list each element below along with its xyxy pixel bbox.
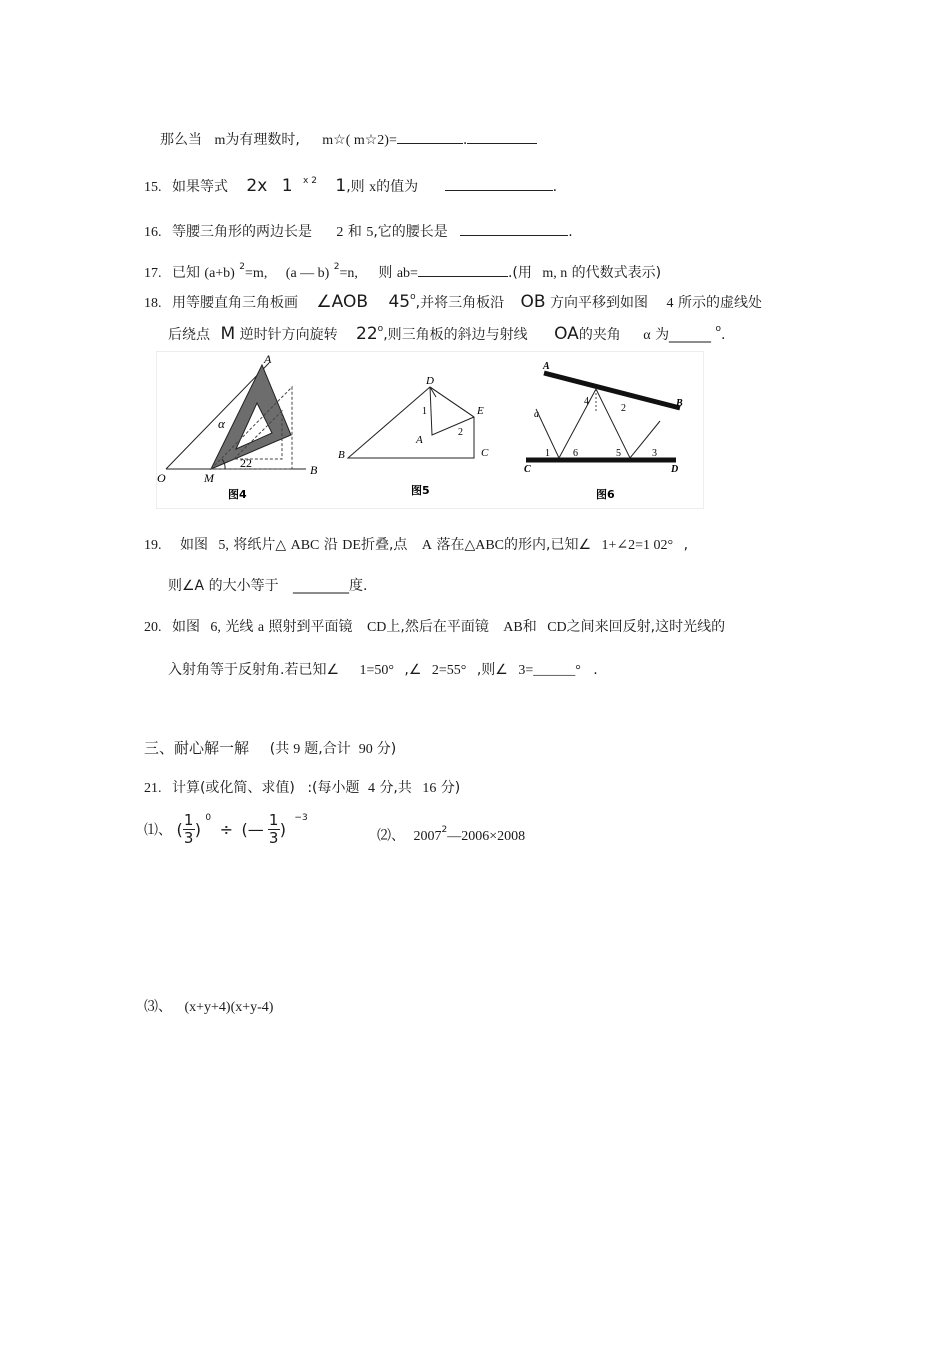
q18-text-g: ,则三角板的斜边与射线 [383, 327, 528, 343]
q21-part-1 [144, 812, 308, 847]
q21-p2-label: ⑵、 [377, 829, 405, 844]
q20-text-g: 入射角等于反射角.若已知∠ [168, 662, 340, 678]
q21-number: 21. [144, 781, 162, 796]
section-3-total: 90 [358, 742, 373, 757]
q19-text-b: 将纸片△ [233, 537, 287, 553]
q21-p1-frac-2-num: 1 [268, 811, 279, 829]
q16-text-a: 等腰三角形的两边长是 [171, 224, 312, 240]
fig6-label-d: D [671, 464, 679, 475]
q16-text-b: 和 [347, 224, 362, 240]
question-21-header [144, 777, 460, 797]
q20-a: a [257, 620, 265, 635]
q15-end: . [552, 179, 558, 195]
q14-answer-blank-left[interactable] [397, 129, 463, 144]
q14-text-a: 那么当 [160, 132, 202, 148]
q21-sum: 16 [422, 781, 437, 796]
q17-text-d: 的代数式表示) [571, 265, 662, 281]
fig5-label-b: B [338, 449, 345, 461]
question-16 [144, 221, 573, 241]
q18-text-b: ,并将三角板沿 [415, 295, 505, 311]
q15-one: 1 [281, 176, 293, 196]
q18-text-e: 后绕点 [168, 327, 210, 343]
q14-blank-dot: . [462, 132, 468, 148]
fig5-label-d: D [426, 375, 434, 387]
q21-p1-neg: — [247, 820, 264, 839]
q19-text-g: 则∠A 的大小等于 [168, 578, 279, 594]
q19-sum: 1+∠2=1 02° [601, 538, 674, 553]
q20-text-a: 如图 [171, 619, 200, 635]
q18-text-a: 用等腰直角三角板画 [171, 295, 298, 311]
q18-text-f: 逆时针方向旋转 [239, 327, 338, 343]
q18-deg-sym-1: o [410, 292, 416, 302]
fig5-label-2: 2 [458, 427, 463, 438]
q14-answer-blank-right[interactable] [467, 129, 537, 144]
fig6-label-c: C [524, 464, 531, 475]
fig5-label-e: E [477, 405, 484, 417]
q15-rhs: 1 [335, 176, 347, 196]
q21-p2-base: 2007 [413, 829, 442, 844]
fig6-label-3: 3 [652, 448, 657, 459]
q15-text-c: 的值为 [376, 179, 419, 195]
q16-end: . [568, 224, 573, 240]
q20-text-h: ,∠ [404, 662, 422, 678]
q20-number: 20. [144, 620, 162, 635]
fig4-label-a: A [264, 352, 272, 366]
section-3-info-a: (共 [269, 741, 290, 757]
q21-part-2 [377, 825, 525, 845]
q19-abc-2: ABC [475, 538, 505, 553]
q17-expr2-rhs: =n, [339, 266, 358, 281]
q19-a: A [421, 538, 432, 553]
fig6-caption: 图6 [596, 488, 615, 501]
q20-text-i: ,则∠ [476, 662, 508, 678]
q21-p1-frac-2 [268, 812, 280, 847]
question-15 [144, 176, 557, 196]
question-20-line-2 [168, 659, 598, 679]
q21-text-a: 计算(或化简、求值) [171, 780, 295, 796]
q18-answer-blank: 为______ [655, 327, 712, 343]
q14-continuation [160, 129, 537, 149]
q21-p2-sup: 2 [441, 825, 448, 835]
q18-text-h: 的夹角 [578, 327, 621, 343]
question-18-line-2 [168, 324, 725, 344]
q18-fig-no: 4 [666, 296, 674, 311]
fig6-label-5: 5 [616, 448, 621, 459]
q15-exponent: x 2 [303, 176, 317, 186]
q21-p1-frac-1 [183, 812, 195, 847]
q21-text-c: 分,共 [379, 780, 412, 796]
q17-text-b: 则 [378, 265, 393, 281]
q15-answer-blank[interactable] [445, 176, 553, 191]
q19-number: 19. [144, 538, 162, 553]
q21-part-3 [144, 996, 273, 1016]
q18-deg-sym-3: o [715, 324, 722, 334]
q19-text-e: 落在△ [436, 537, 476, 553]
q18-text-c: 方向平移到如图 [550, 295, 649, 311]
fig6-label-6: 6 [573, 448, 578, 459]
fig4-label-b: B [310, 463, 318, 477]
q18-oa: OA [554, 324, 579, 344]
q20-text-f: 之间来回反射,这时光线的 [566, 619, 726, 635]
question-18-line-1 [144, 292, 762, 312]
q21-p1-paren-close: ) [194, 820, 201, 839]
q18-point-m: M [220, 324, 236, 344]
fig6-label-2: 2 [621, 403, 626, 414]
q18-end: . [721, 327, 726, 343]
q20-text-b: 光线 [225, 619, 254, 635]
q19-comma: , [683, 537, 689, 553]
q16-text-c: ,它的腰长是 [373, 224, 448, 240]
q20-end: . [593, 662, 598, 678]
q17-text-c: .(用 [507, 265, 532, 281]
q17-expr2-sup: 2 [333, 262, 340, 272]
q21-text-d: 分) [440, 780, 461, 796]
question-19-line-2 [168, 575, 367, 595]
fig5-label-c: C [481, 447, 489, 459]
q19-answer-blank[interactable]: ________度. [293, 578, 368, 594]
q14-text-b: 为有理数时, [225, 132, 300, 148]
q15-number: 15. [144, 180, 162, 195]
figures-panel [156, 351, 704, 509]
q15-base: 2x [246, 176, 268, 196]
section-3-header [144, 737, 396, 758]
q17-expr1: (a+b) [204, 266, 235, 281]
q18-deg-45: 45 [388, 292, 411, 312]
q21-text-b: :(每小题 [307, 780, 360, 796]
q20-angle-1: 1=50° [359, 663, 394, 678]
fig4-label-m: M [204, 471, 214, 485]
q17-number: 17. [144, 266, 162, 281]
q16-number: 16. [144, 225, 162, 240]
q18-angle-aob: ∠AOB [316, 292, 369, 312]
q21-p1-exp-2: −3 [294, 812, 308, 823]
fig5-label-1: 1 [422, 406, 427, 417]
q19-de: DE [342, 538, 361, 553]
q17-text-a: 已知 [171, 265, 200, 281]
fig5-label-a: A [416, 434, 423, 446]
q21-p1-div: ÷ [219, 820, 233, 839]
fig5-caption: 图5 [411, 484, 430, 497]
fig4-label-22: 22 [240, 456, 252, 470]
q16-val-b: 5 [366, 225, 374, 240]
q21-p1-paren2-close: ) [279, 820, 286, 839]
q21-p1-exp-1: 0 [205, 812, 212, 823]
q15-var-x: x [369, 180, 377, 195]
fig6-label-1: 1 [545, 448, 550, 459]
q17-expr1-rhs: =m, [245, 266, 268, 281]
section-3-title: 三、耐心解一解 [144, 739, 250, 757]
q19-fig: 5, [218, 538, 229, 553]
q19-text-f: 的形内,已知∠ [504, 537, 592, 553]
q18-number: 18. [144, 296, 162, 311]
fig4-label-alpha: α [218, 416, 225, 431]
q18-text-d: 所示的虚线处 [677, 295, 762, 311]
q18-alpha: α [643, 328, 651, 343]
question-17 [144, 262, 661, 282]
q19-text-d: 折叠,点 [360, 537, 408, 553]
question-20-line-1 [144, 616, 725, 636]
q20-answer-blank[interactable]: 3=______° [518, 663, 581, 678]
q14-expr: m☆( m☆2)= [322, 133, 397, 148]
q20-angle-2: 2=55° [431, 663, 467, 678]
q18-ob: OB [520, 292, 546, 312]
q18-deg-22: 22 [356, 324, 378, 344]
q21-each: 4 [367, 781, 375, 796]
q16-answer-blank[interactable] [460, 221, 568, 236]
q21-p1-frac-1-num: 1 [183, 811, 194, 829]
q20-text-c: 照射到平面镜 [268, 619, 353, 635]
q18-deg-sym-2: o [377, 324, 384, 334]
q20-cd-2: CD [547, 620, 567, 635]
section-3-count: 9 [293, 742, 301, 757]
q21-p1-paren2-open: ( [241, 820, 248, 839]
section-3-info-c: 分) [376, 741, 397, 757]
q14-var-m: m [214, 133, 226, 148]
q16-val-a: 2 [336, 225, 344, 240]
section-3-info-b: 题,合计 [304, 741, 351, 757]
q21-p1-frac-2-den: 3 [268, 829, 279, 847]
fig4-caption: 图4 [228, 488, 247, 501]
q21-p3-label: ⑶、 [144, 1000, 172, 1015]
fig6-label-a: A [543, 361, 550, 372]
q21-p2-rest: —2006×2008 [447, 829, 526, 844]
q19-text-c: 沿 [323, 537, 338, 553]
q20-fig: 6, [210, 620, 221, 635]
fig6-label-4: 4 [584, 396, 589, 407]
q17-answer-blank[interactable] [418, 262, 508, 277]
q19-abc: ABC [290, 538, 320, 553]
q17-expr1-sup: 2 [239, 262, 246, 272]
q20-text-d: 上,然后在平面镜 [386, 619, 489, 635]
fig4-label-o: O [157, 471, 166, 485]
q21-p1-frac-1-den: 3 [183, 829, 194, 847]
question-19-line-1 [144, 534, 688, 554]
q17-mn: m, n [542, 266, 568, 281]
q20-ab: AB [503, 620, 523, 635]
q15-text-b: ,则 [346, 179, 365, 195]
q20-text-e: 和 [522, 619, 537, 635]
q17-expr2: (a — b) [285, 266, 330, 281]
q19-text-a: 如图 [179, 537, 208, 553]
q21-p1-paren-open: ( [176, 820, 183, 839]
fig6-label-ray-a: a [534, 409, 539, 420]
q15-text-a: 如果等式 [171, 179, 228, 195]
q17-ab: ab= [396, 266, 418, 281]
fig6-label-b: B [676, 398, 683, 409]
q20-cd: CD [366, 620, 387, 635]
q21-p1-label: ⑴、 [144, 823, 172, 839]
q21-p3-expr: (x+y+4)(x+y-4) [184, 1000, 274, 1015]
